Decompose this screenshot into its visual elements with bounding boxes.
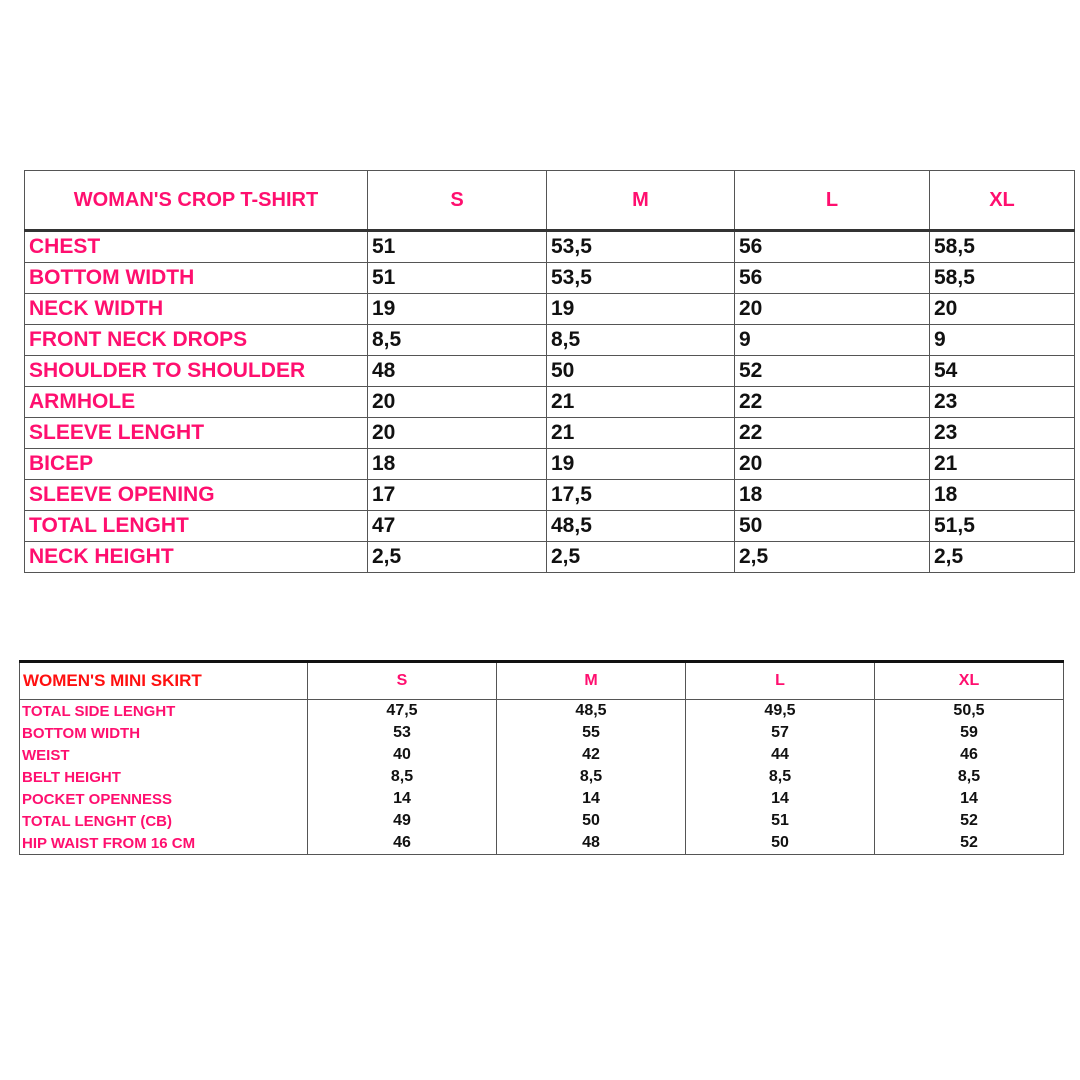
measurement-value: 55 [497,722,686,744]
measurement-value: 48 [497,832,686,855]
table-row [25,387,1075,418]
measurement-value: 50,5 [875,700,1064,723]
measurement-value: 56 [735,231,930,263]
measurement-value: 20 [735,449,930,480]
measurement-value: 2,5 [368,542,547,573]
size-header-s: S [368,171,547,231]
table-title: WOMEN'S MINI SKIRT [20,662,308,700]
table-row [20,722,1064,744]
measurement-value: 46 [875,744,1064,766]
table-title: WOMAN'S CROP T-SHIRT [25,171,368,231]
crop-tshirt-size-table [24,170,1075,573]
table-header-row [25,171,1075,231]
measurement-value: 8,5 [875,766,1064,788]
measurement-value: 46 [308,832,497,855]
size-header-xl: XL [875,662,1064,700]
measurement-value: 44 [686,744,875,766]
measurement-label: WEIST [20,744,308,766]
measurement-value: 56 [735,263,930,294]
table-row [25,325,1075,356]
measurement-value: 52 [735,356,930,387]
measurement-value: 23 [930,418,1075,449]
measurement-value: 42 [497,744,686,766]
measurement-label: BOTTOM WIDTH [20,722,308,744]
table-row [20,788,1064,810]
size-header-m: M [547,171,735,231]
table-body [20,700,1064,855]
measurement-value: 49 [308,810,497,832]
measurement-value: 20 [930,294,1075,325]
table-row [20,766,1064,788]
measurement-value: 52 [875,832,1064,855]
measurement-value: 18 [368,449,547,480]
table-header-row [20,662,1064,700]
measurement-label: CHEST [25,231,368,263]
measurement-label: NECK HEIGHT [25,542,368,573]
table-row [25,294,1075,325]
table-row [25,263,1075,294]
measurement-value: 8,5 [547,325,735,356]
table-row [20,744,1064,766]
measurement-label: TOTAL LENGHT (CB) [20,810,308,832]
measurement-label: FRONT NECK DROPS [25,325,368,356]
table-body [25,231,1075,573]
measurement-value: 9 [930,325,1075,356]
measurement-value: 51 [368,263,547,294]
measurement-value: 53,5 [547,231,735,263]
measurement-value: 58,5 [930,231,1075,263]
measurement-value: 48 [368,356,547,387]
measurement-value: 14 [875,788,1064,810]
measurement-value: 14 [497,788,686,810]
measurement-value: 51,5 [930,511,1075,542]
measurement-value: 17,5 [547,480,735,511]
measurement-label: BELT HEIGHT [20,766,308,788]
table-row [25,418,1075,449]
measurement-value: 50 [686,832,875,855]
table-row [20,700,1064,723]
measurement-value: 51 [686,810,875,832]
measurement-label: TOTAL LENGHT [25,511,368,542]
measurement-value: 19 [547,449,735,480]
measurement-value: 57 [686,722,875,744]
table-row [25,542,1075,573]
measurement-value: 47,5 [308,700,497,723]
measurement-value: 18 [735,480,930,511]
table-row [25,449,1075,480]
size-header-xl: XL [930,171,1075,231]
measurement-value: 51 [368,231,547,263]
measurement-value: 23 [930,387,1075,418]
measurement-label: ARMHOLE [25,387,368,418]
table-row [25,511,1075,542]
measurement-value: 2,5 [735,542,930,573]
measurement-label: NECK WIDTH [25,294,368,325]
measurement-value: 22 [735,418,930,449]
measurement-value: 40 [308,744,497,766]
measurement-value: 21 [547,418,735,449]
measurement-value: 8,5 [497,766,686,788]
measurement-value: 53 [308,722,497,744]
measurement-label: HIP WAIST FROM 16 CM [20,832,308,855]
measurement-value: 52 [875,810,1064,832]
measurement-value: 20 [735,294,930,325]
measurement-label: POCKET OPENNESS [20,788,308,810]
measurement-value: 53,5 [547,263,735,294]
measurement-label: TOTAL SIDE LENGHT [20,700,308,723]
measurement-label: SLEEVE LENGHT [25,418,368,449]
measurement-value: 19 [547,294,735,325]
measurement-value: 14 [686,788,875,810]
measurement-value: 8,5 [308,766,497,788]
measurement-value: 20 [368,418,547,449]
measurement-value: 2,5 [930,542,1075,573]
size-header-l: L [686,662,875,700]
measurement-value: 58,5 [930,263,1075,294]
measurement-value: 22 [735,387,930,418]
size-header-l: L [735,171,930,231]
measurement-value: 9 [735,325,930,356]
size-header-m: M [497,662,686,700]
table-row [20,810,1064,832]
measurement-value: 50 [735,511,930,542]
measurement-value: 2,5 [547,542,735,573]
measurement-value: 8,5 [686,766,875,788]
mini-skirt-size-table [19,660,1064,855]
measurement-value: 48,5 [497,700,686,723]
measurement-value: 21 [930,449,1075,480]
measurement-value: 8,5 [368,325,547,356]
measurement-label: BOTTOM WIDTH [25,263,368,294]
measurement-label: SHOULDER TO SHOULDER [25,356,368,387]
measurement-value: 50 [547,356,735,387]
measurement-value: 54 [930,356,1075,387]
measurement-value: 47 [368,511,547,542]
measurement-value: 50 [497,810,686,832]
measurement-value: 19 [368,294,547,325]
measurement-value: 17 [368,480,547,511]
measurement-value: 20 [368,387,547,418]
measurement-value: 48,5 [547,511,735,542]
table-row [25,231,1075,263]
measurement-value: 21 [547,387,735,418]
measurement-value: 18 [930,480,1075,511]
measurement-value: 14 [308,788,497,810]
size-header-s: S [308,662,497,700]
measurement-label: BICEP [25,449,368,480]
measurement-value: 59 [875,722,1064,744]
table-row [25,480,1075,511]
measurement-label: SLEEVE OPENING [25,480,368,511]
table-row [25,356,1075,387]
table-row [20,832,1064,855]
measurement-value: 49,5 [686,700,875,723]
